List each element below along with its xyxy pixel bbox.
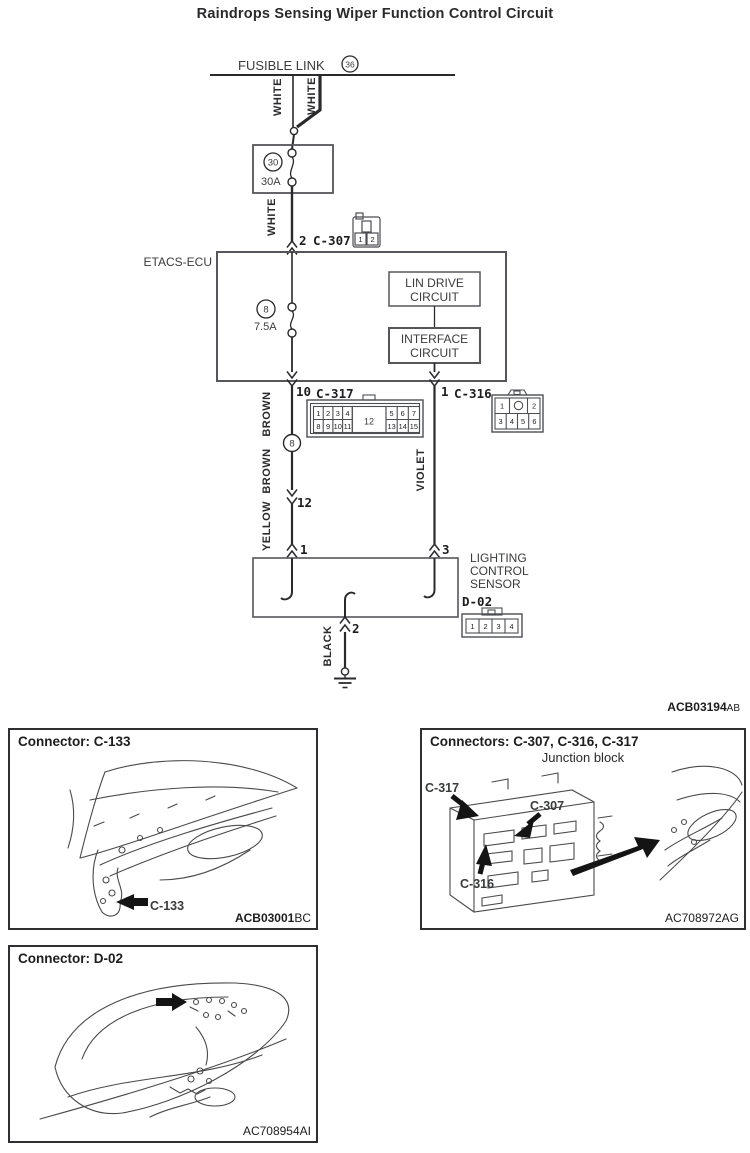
pin-cell: 1 <box>316 408 321 418</box>
pin-cell: 1 <box>470 622 475 631</box>
etacs-ecu-label: ETACS-ECU <box>143 255 212 269</box>
c317-pin: 10 <box>296 384 312 399</box>
lin-drive-line2: CIRCUIT <box>410 290 459 304</box>
connector-arrow <box>287 544 297 551</box>
c317-callout: C-317 <box>425 781 460 795</box>
fusible-link-number: 36 <box>345 59 355 70</box>
pin-cell: 3 <box>335 408 340 418</box>
fuse-terminal <box>288 329 296 337</box>
pin-cell: 8 <box>316 421 321 431</box>
connector-arrow <box>287 490 297 497</box>
lighting-sensor-box <box>253 558 458 617</box>
connector-arrow <box>287 551 297 558</box>
wire-label-violet: VIOLET <box>415 448 427 492</box>
c133-callout-arrow <box>116 894 148 910</box>
panel-code-d02: AC708954AI <box>242 1124 311 1138</box>
d02-name: D-02 <box>462 594 493 609</box>
fuse-terminal <box>288 149 296 157</box>
fuse-element <box>291 311 294 329</box>
pin-cell: 2 <box>483 622 488 631</box>
panel-junction-block <box>420 728 746 930</box>
panel-subtitle-junction: Junction block <box>541 750 625 765</box>
pin-cell: 5 <box>389 408 394 418</box>
sensor-wire-right <box>424 558 435 597</box>
pin-cell: 1 <box>499 401 505 411</box>
c307-connector-icon <box>353 213 380 247</box>
pin-cell: 2 <box>326 408 331 418</box>
dashboard-drawing <box>660 766 742 880</box>
c316-connector-icon <box>492 390 543 432</box>
c317-name: C-317 <box>316 386 354 401</box>
sensor-wire-center <box>345 593 355 617</box>
connector-arrow <box>287 241 297 248</box>
connector-arrow <box>287 498 297 505</box>
pin-cell: 4 <box>345 408 350 418</box>
c316-name: C-316 <box>454 386 492 401</box>
pin-cell: 10 <box>333 421 342 431</box>
page-title: Raindrops Sensing Wiper Function Control Circuit <box>196 6 554 22</box>
panel-code-junction: AC708972AG <box>664 911 739 925</box>
harness-illustration <box>68 761 297 916</box>
pin-cell: 4 <box>509 417 514 427</box>
diagram-code-main: ACB03194 <box>667 700 727 714</box>
diagram-code-suffix: AB <box>726 703 740 714</box>
sensor-label-3: SENSOR <box>470 577 521 591</box>
c317-connector-icon <box>307 395 423 437</box>
wire-label-brown-2: BROWN <box>261 448 273 494</box>
lin-drive-line1: LIN DRIVE <box>405 276 464 290</box>
pin-cell: 11 <box>343 421 352 431</box>
panel-connector-d02 <box>8 945 318 1143</box>
panel-connector-c133 <box>8 728 318 930</box>
wire-label-white-2: WHITE <box>306 77 318 115</box>
wire-label-brown-1: BROWN <box>261 391 273 437</box>
pin-cell: 6 <box>400 408 405 418</box>
connector-arrow <box>430 551 440 558</box>
pin-cell: 3 <box>498 417 503 427</box>
c307-name: C-307 <box>313 233 351 248</box>
wire-segment <box>292 135 294 150</box>
interface-line1: INTERFACE <box>400 332 469 346</box>
etacs-fuse-number: 8 <box>263 304 269 316</box>
d02-connector-icon <box>462 608 522 637</box>
fuse-terminal <box>288 178 296 186</box>
c316-pin: 1 <box>441 384 449 399</box>
etacs-fuse-rating: 7.5A <box>254 321 277 333</box>
c316-callout-arrowhead <box>476 844 492 866</box>
panel-code-c133-main: ACB03001 <box>234 911 295 925</box>
c307-callout-arrowhead <box>514 820 534 838</box>
c133-pin: 12 <box>297 495 313 510</box>
connector-arrow <box>430 544 440 551</box>
junction-pointer-arrow <box>570 837 660 876</box>
pin-cell: 9 <box>326 421 331 431</box>
fuse-terminal <box>288 303 296 311</box>
c133-location-illustration <box>10 730 316 928</box>
sensor-label-1: LIGHTING <box>470 551 527 565</box>
wire-label-yellow: YELLOW <box>261 500 273 552</box>
sensor-pin-bottom: 2 <box>352 621 360 636</box>
panel-code-c133-suffix: BC <box>294 911 311 925</box>
connector-arrow <box>340 625 350 632</box>
interface-line2: CIRCUIT <box>410 346 459 360</box>
sensor-wire-left <box>281 558 292 599</box>
diagram-code <box>667 700 740 714</box>
wire-label-white-1: WHITE <box>272 78 284 116</box>
connector-arrow <box>287 372 297 379</box>
junction-block-drawing <box>450 773 612 912</box>
pin-cell: 5 <box>521 417 526 427</box>
splice-number: 8 <box>289 438 295 450</box>
sensor-pin-left: 1 <box>300 542 308 557</box>
sensor-label-2: CONTROL <box>470 564 529 578</box>
pin-cell: 15 <box>409 421 419 431</box>
panel-title-d02: Connector: D-02 <box>18 951 124 966</box>
c307-pin: 2 <box>299 233 307 248</box>
panel-title-c133: Connector: C-133 <box>18 734 131 749</box>
pin-cell: 13 <box>387 421 396 431</box>
pin-cell: 1 <box>358 235 363 244</box>
c316-callout: C-316 <box>460 877 495 891</box>
joint-circle <box>290 127 297 134</box>
fusible-link-label: FUSIBLE LINK <box>238 58 325 73</box>
c307-callout: C-307 <box>530 799 565 813</box>
c133-callout: C-133 <box>150 899 185 913</box>
ground-icon <box>334 668 356 688</box>
pin-cell: 12 <box>363 416 375 427</box>
connector-arrow <box>430 372 440 379</box>
fuse30-number: 30 <box>267 157 279 169</box>
pin-cell: 7 <box>411 408 416 418</box>
panel-code-c133 <box>235 911 311 925</box>
panel-title-junction: Connectors: C-307, C-316, C-317 <box>430 734 639 749</box>
pin-cell: 14 <box>398 421 407 431</box>
sensor-pin-right: 3 <box>442 542 450 557</box>
d02-location-illustration <box>10 947 316 1141</box>
pin-cell: 2 <box>531 401 537 411</box>
pin-cell: 4 <box>509 622 514 631</box>
pin-cell: 6 <box>532 417 537 427</box>
connector-arrow <box>340 617 350 624</box>
c307-callout-arrow <box>528 814 540 824</box>
wire-label-black: BLACK <box>322 625 334 667</box>
pin-cell: 2 <box>370 235 375 244</box>
d02-callout-arrow <box>156 993 187 1011</box>
pin-cell: 3 <box>496 622 501 631</box>
wire-label-white-3: WHITE <box>266 198 278 236</box>
fuse30-rating: 30A <box>261 176 281 188</box>
fuse-element <box>291 157 294 178</box>
